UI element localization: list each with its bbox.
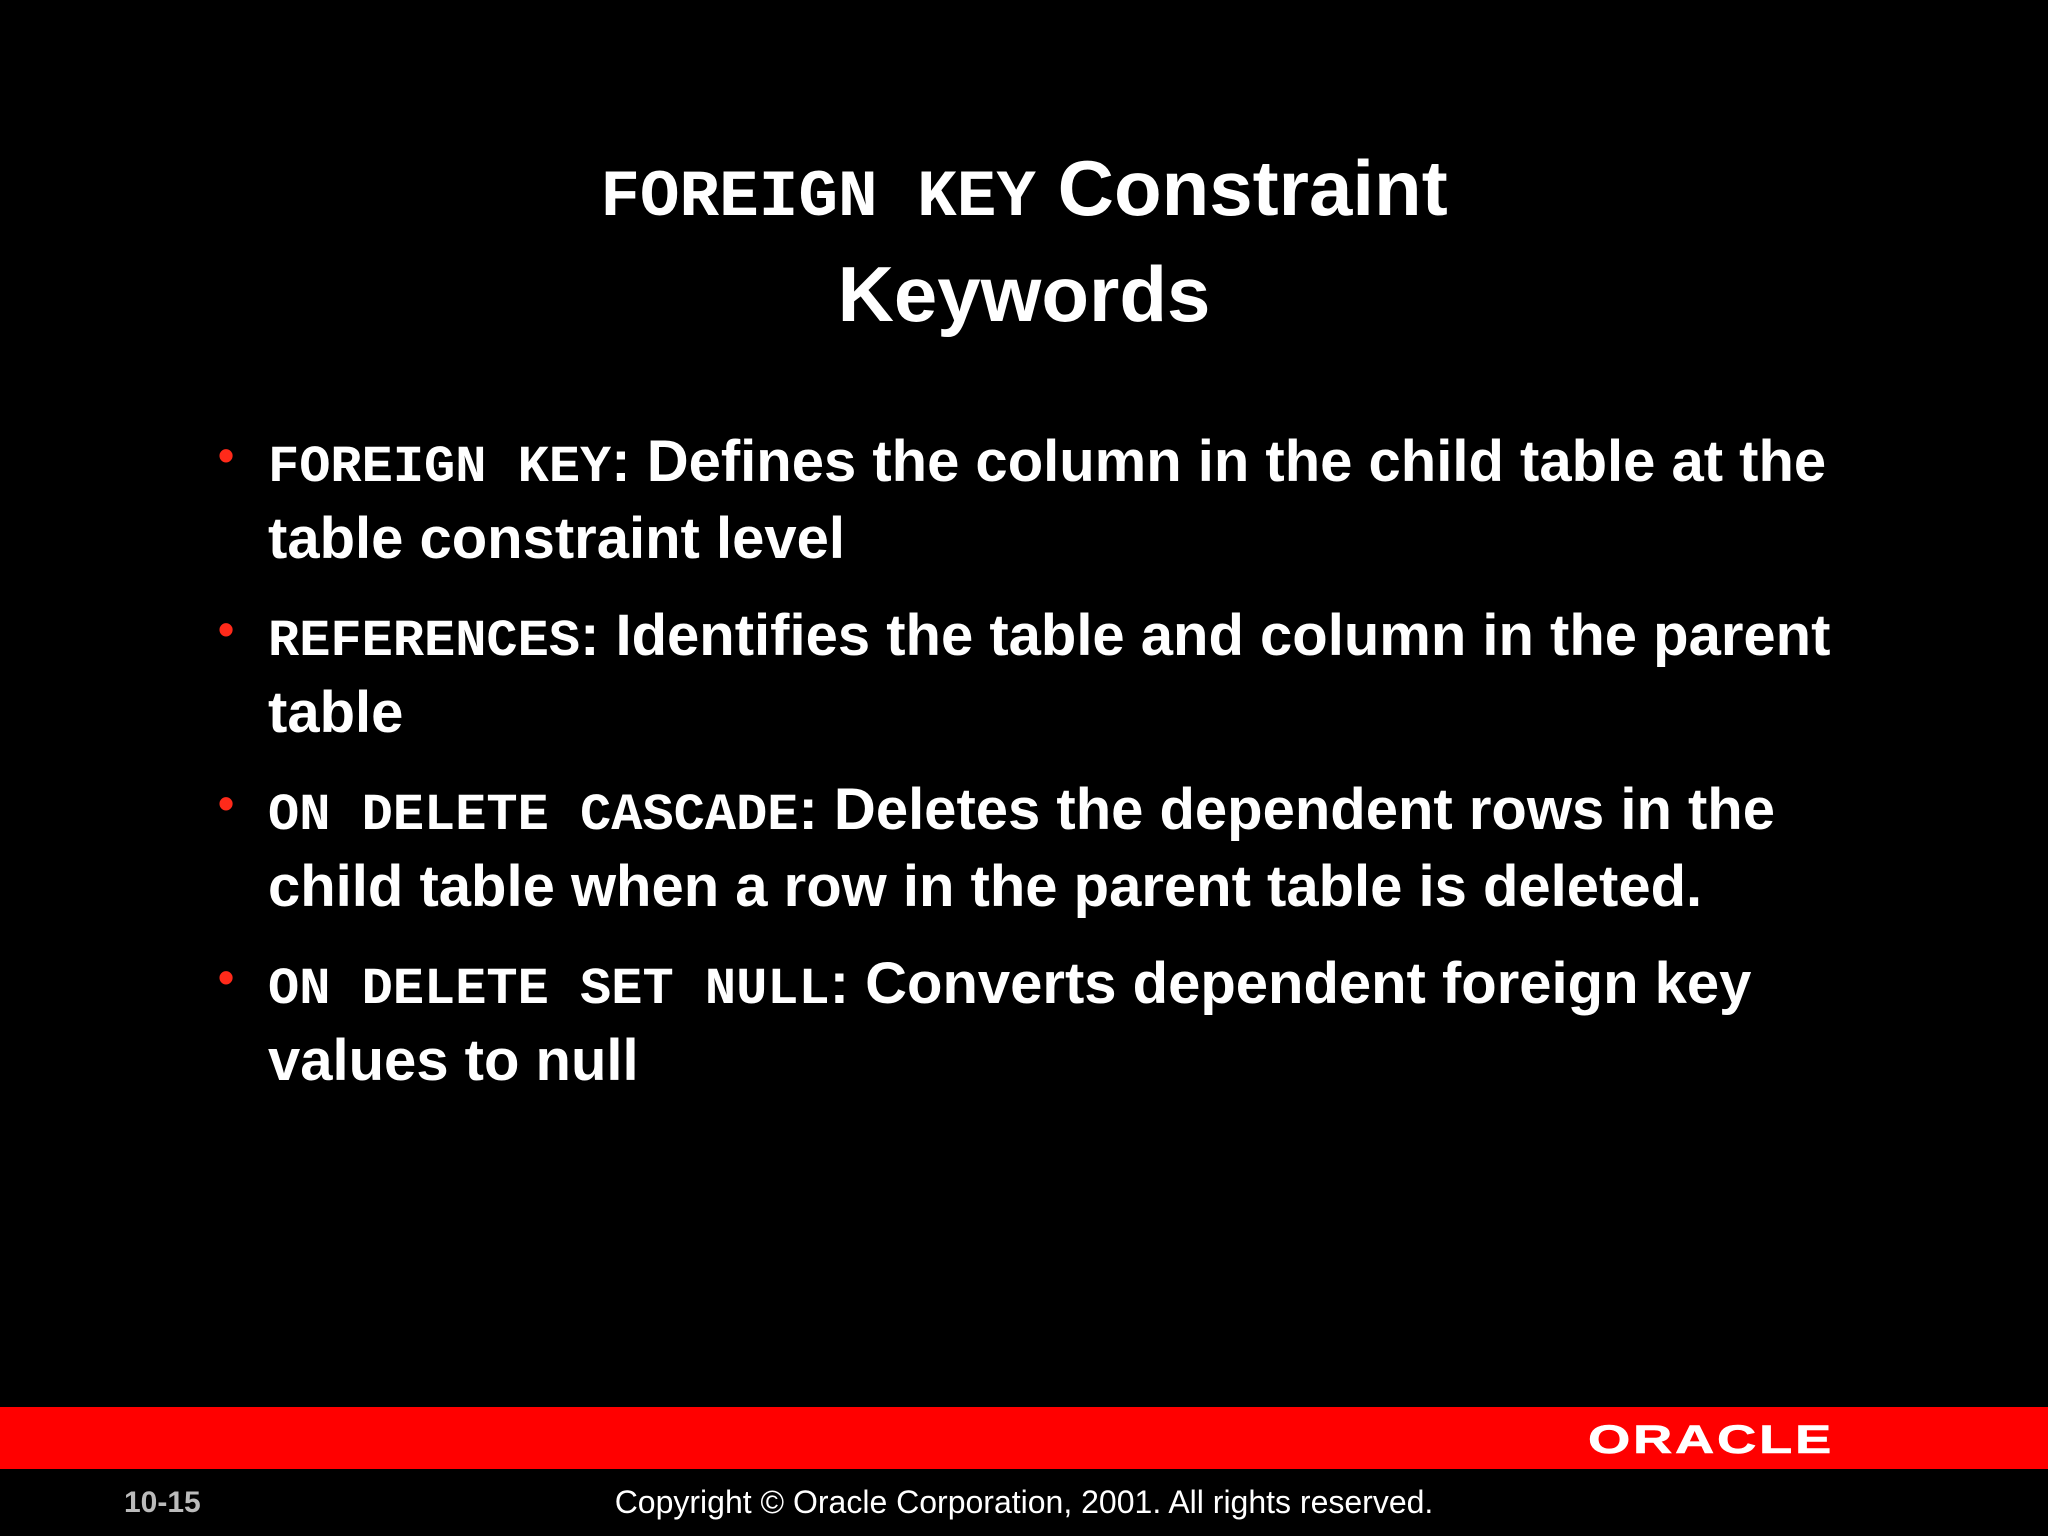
bullet-keyword: REFERENCES	[268, 612, 581, 671]
copyright-text: Copyright © Oracle Corporation, 2001. All rights reserved.	[614, 1484, 1434, 1520]
bullet-keyword: FOREIGN KEY	[268, 438, 612, 497]
oracle-logo-icon	[1586, 1422, 1836, 1456]
bullet-icon: •	[218, 951, 235, 1003]
bullet-keyword: ON DELETE CASCADE	[268, 786, 799, 845]
bullet-keyword: ON DELETE SET NULL	[268, 960, 830, 1019]
bullet-icon: •	[218, 429, 235, 481]
oracle-logo	[1586, 1422, 1836, 1461]
bullet-text: : Defines the column in the child table at the table constraint level	[268, 429, 1827, 571]
title-text-line2: Keywords	[837, 250, 1211, 338]
title-code: FOREIGN KEY	[600, 160, 1036, 235]
page-number: 10-15	[124, 1486, 201, 1519]
bullet-icon: •	[218, 603, 235, 655]
bullet-list	[212, 426, 1852, 1122]
bullet-item-references	[212, 600, 1852, 748]
bullet-item-on-delete-cascade	[212, 774, 1852, 922]
bullet-icon: •	[218, 777, 235, 829]
bullet-item-on-delete-set-null	[212, 948, 1852, 1096]
bullet-item-foreign-key	[212, 426, 1852, 574]
bullet-text: : Converts dependent foreign key values to null	[268, 951, 1752, 1093]
bullet-text: : Deletes the dependent rows in the child table when a row in the parent table is deleted.	[268, 777, 1775, 919]
title-text-line1: Constraint	[1036, 144, 1448, 232]
logo-text: ORACLE	[1588, 1422, 1834, 1456]
slide-title	[0, 140, 2048, 342]
bullet-text: : Identifies the table and column in the parent table	[268, 603, 1831, 745]
